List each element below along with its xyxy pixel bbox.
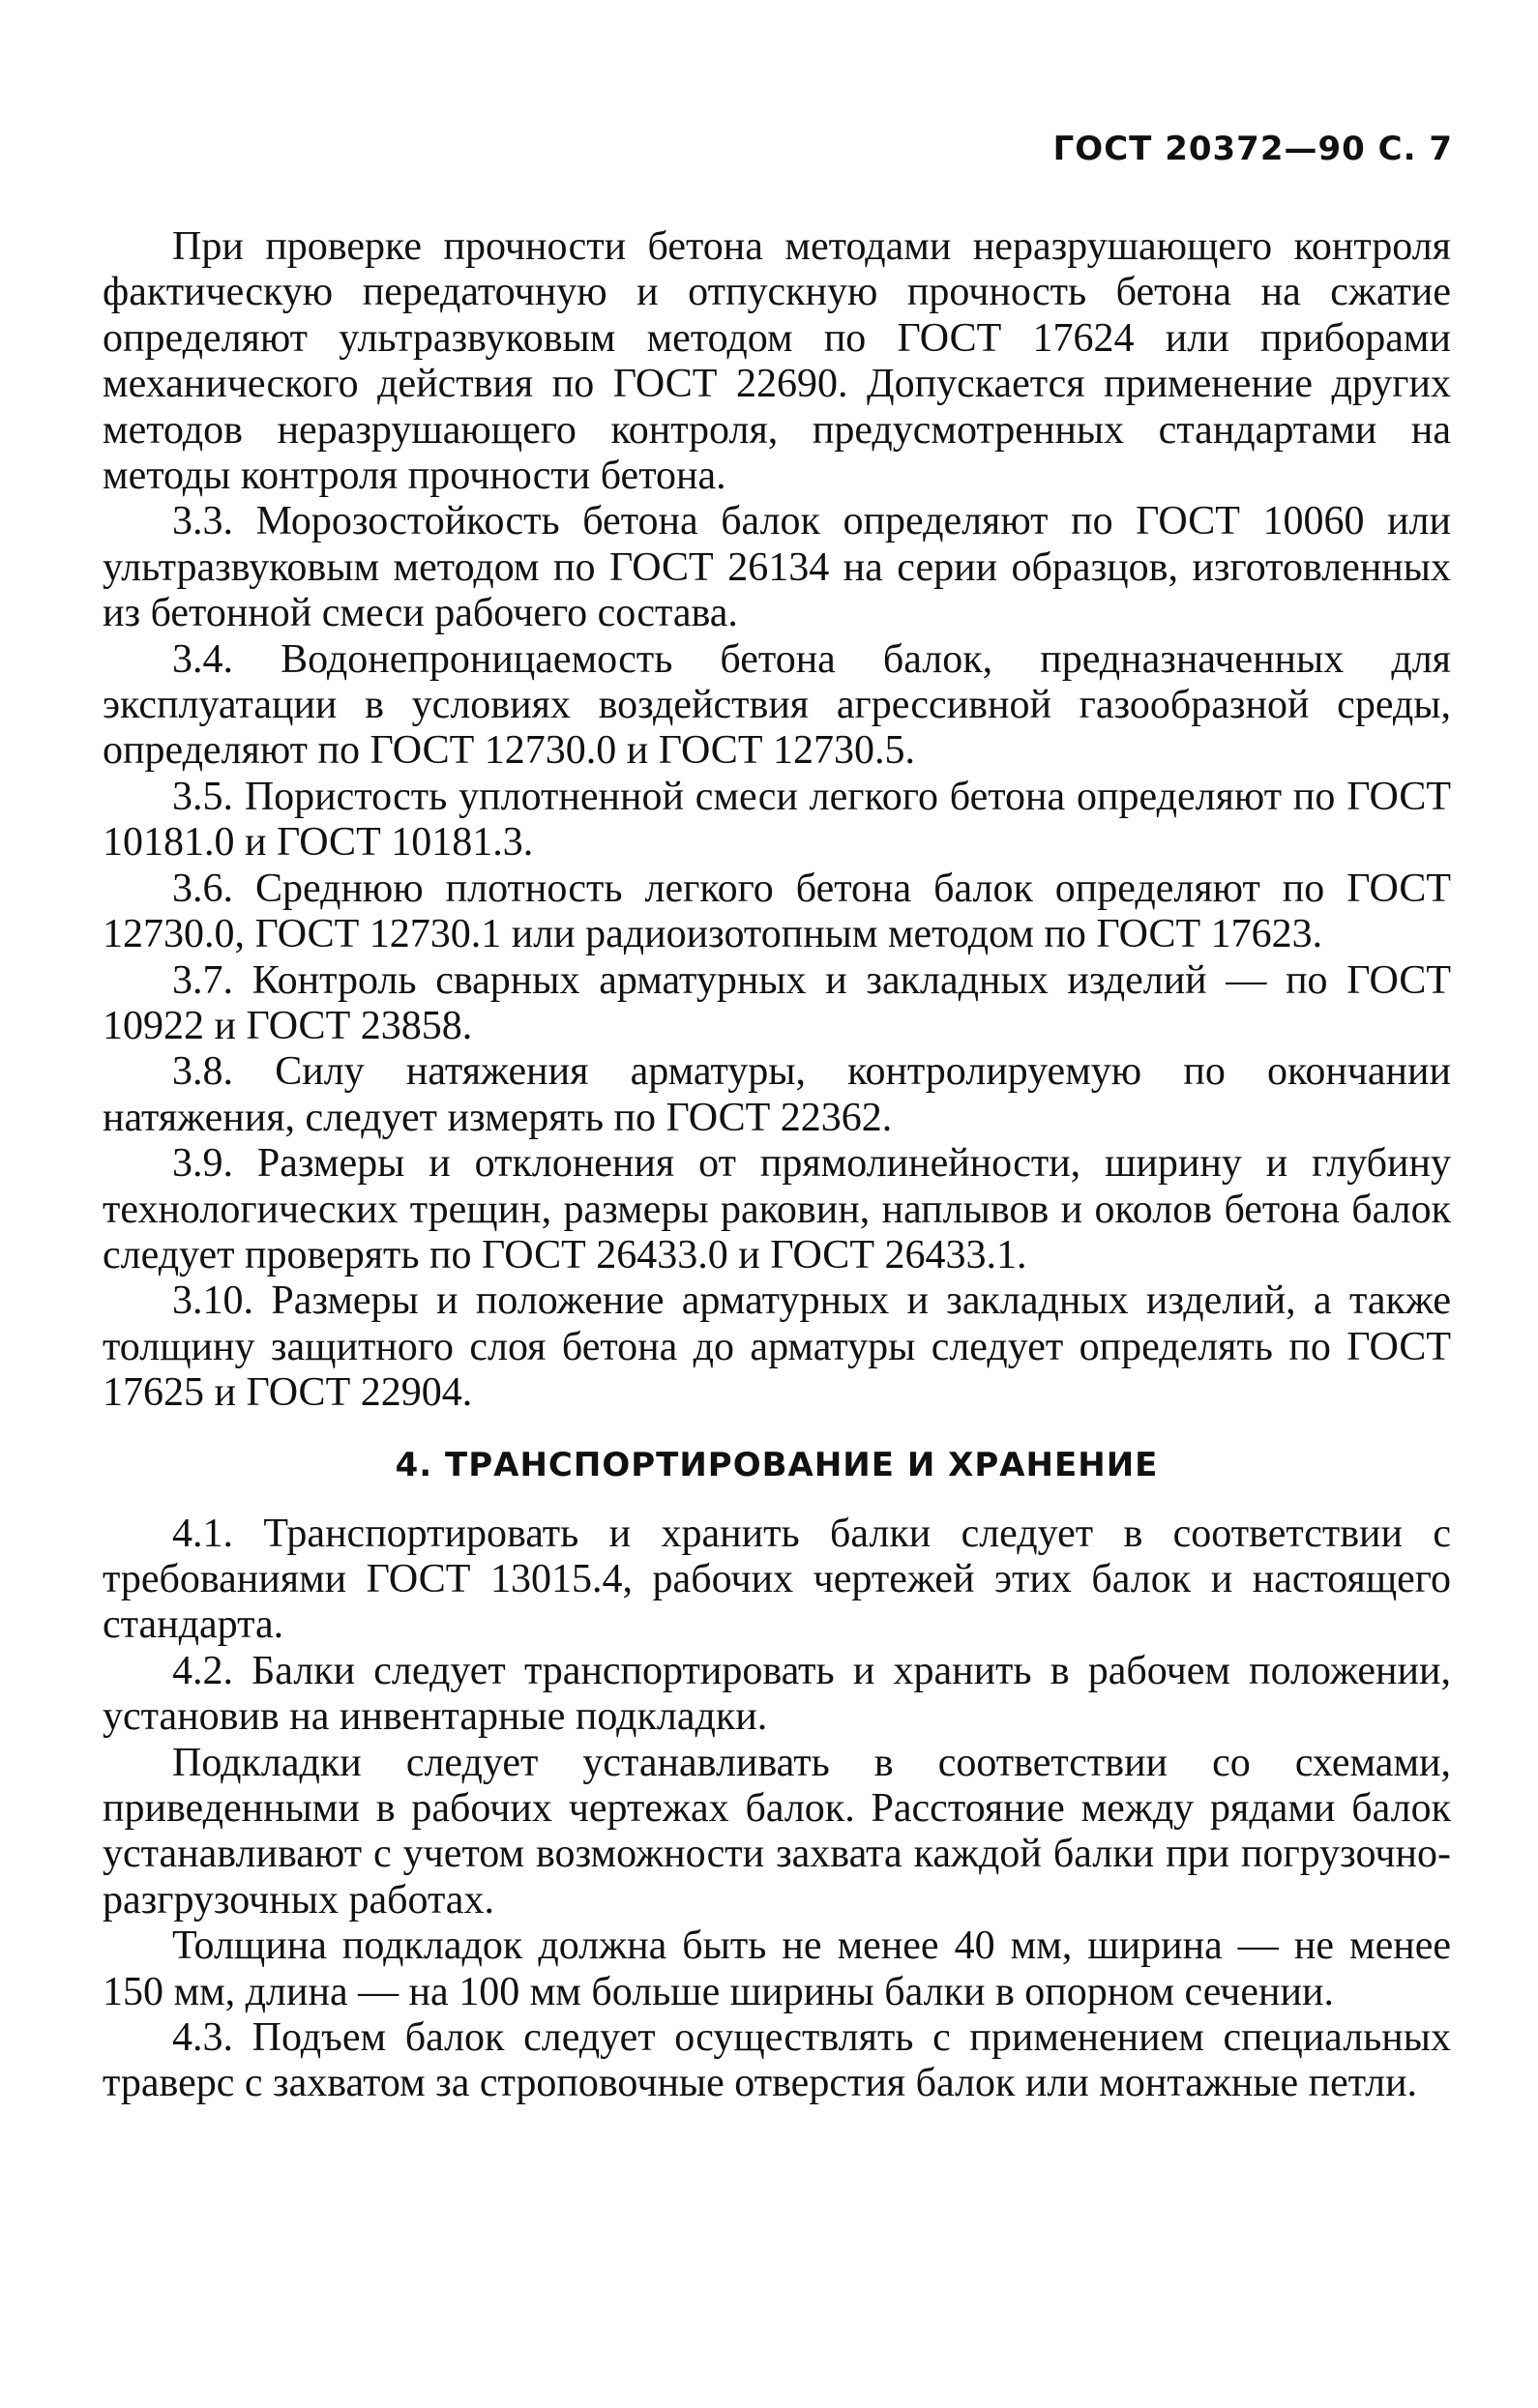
paragraph-3-10: 3.10. Размеры и положение арматурных и закладных изделий, а также толщину защитного слоя бетона до арматуры следует определять по ГОСТ 17625 и ГОСТ 22904. [103,1278,1451,1416]
running-header: ГОСТ 20372—90 С. 7 [1052,130,1453,168]
paragraph-3-4: 3.4. Водонепроницаемость бетона балок, предназначенных для эксплуатации в условиях воздействия агрессивной газообразной среды, определяют по ГОСТ 12730.0 и ГОСТ 12730.5. [103,636,1451,774]
page-body [103,224,1451,2107]
paragraph-3-7: 3.7. Контроль сварных арматурных и закладных изделий — по ГОСТ 10922 и ГОСТ 23858. [103,957,1451,1048]
paragraph-4-1: 4.1. Транспортировать и хранить балки следует в соответствии с требованиями ГОСТ 13015.4, рабочих чертежей этих балок и настоящего стандарта. [103,1511,1451,1648]
paragraph-3-5: 3.5. Пористость уплотненной смеси легкого бетона определяют по ГОСТ 10181.0 и ГОСТ 10181.3. [103,774,1451,866]
paragraph-4-2-supports: Подкладки следует устанавливать в соответствии со схемами, приведенными в рабочих чертежах балок. Расстояние между рядами балок устанавливают с учетом возможности захвата каждой балки при погрузочно-разгрузочных работах. [103,1740,1451,1923]
section-4-heading: 4. ТРАНСПОРТИРОВАНИЕ И ХРАНЕНИЕ [395,1445,1159,1484]
paragraph-3-2-continuation: При проверке прочности бетона методами неразрушающего контроля фактическую передаточную и отпускную прочность бетона на сжатие определяют ультразвуковым методом по ГОСТ 17624 или приборами механического действия по ГОСТ 22690. Допускается применение других методов неразрушающего контроля, предусмотренных стандартами на методы контроля прочности бетона. [103,224,1451,499]
paragraph-3-8: 3.8. Силу натяжения арматуры, контролируемую по окончании натяжения, следует измерять по ГОСТ 22362. [103,1049,1451,1140]
paragraph-3-3: 3.3. Морозостойкость бетона балок определяют по ГОСТ 10060 или ультразвуковым методом по ГОСТ 26134 на серии образцов, изготовленных из бетонной смеси рабочего состава. [103,499,1451,636]
paragraph-4-2-dimensions: Толщина подкладок должна быть не менее 40 мм, ширина — не менее 150 мм, длина — на 100 мм больше ширины балки в опорном сечении. [103,1923,1451,2014]
paragraph-4-2: 4.2. Балки следует транспортировать и хранить в рабочем положении, установив на инвентарные подкладки. [103,1648,1451,1740]
paragraph-3-9: 3.9. Размеры и отклонения от прямолинейности, ширину и глубину технологических трещин, размеры раковин, наплывов и околов бетона балок следует проверять по ГОСТ 26433.0 и ГОСТ 26433.1. [103,1141,1451,1277]
paragraph-3-6: 3.6. Среднюю плотность легкого бетона балок определяют по ГОСТ 12730.0, ГОСТ 12730.1 или радиоизотопным методом по ГОСТ 17623. [103,866,1451,957]
paragraph-4-3: 4.3. Подъем балок следует осуществлять с применением специальных траверс с захватом за строповочные отверстия балок или монтажные петли. [103,2015,1451,2106]
